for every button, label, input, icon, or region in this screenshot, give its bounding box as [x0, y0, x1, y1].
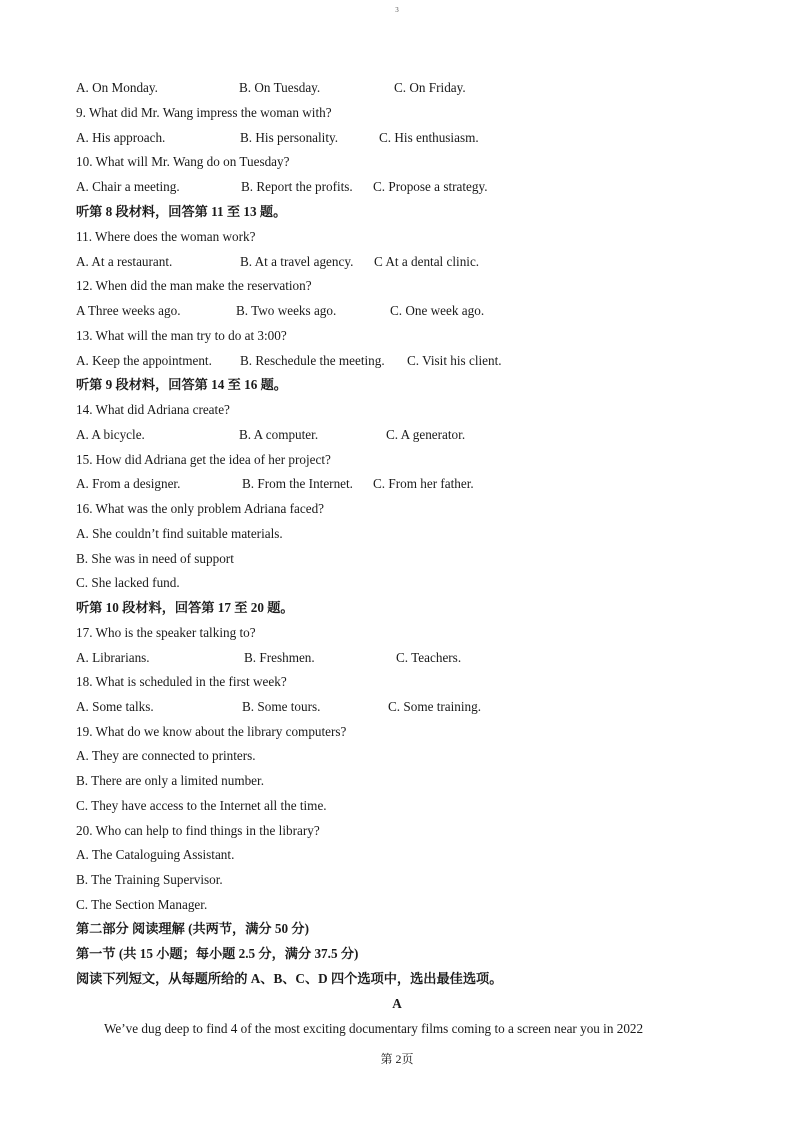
q10-option-c: C. Propose a strategy. [373, 179, 488, 194]
q20-option-b: B. The Training Supervisor. [76, 872, 223, 887]
q9-option-c: C. His enthusiasm. [379, 130, 479, 145]
q18-option-a: A. Some talks. [76, 699, 154, 714]
q13-option-c: C. Visit his client. [407, 353, 502, 368]
q15-option-c: C. From her father. [373, 476, 474, 491]
question-17: 17. Who is the speaker talking to? [76, 625, 256, 640]
section-1-heading: 第一节 (共 15 小题；每小题 2.5 分，满分 37.5 分) [76, 946, 359, 961]
q14-option-b: B. A computer. [239, 427, 319, 442]
q17-option-c: C. Teachers. [396, 650, 462, 665]
q14-option-c: C. A generator. [386, 427, 466, 442]
q19-option-a: A. They are connected to printers. [76, 748, 256, 763]
section-10-heading: 听第 10 段材料，回答第 17 至 20 题。 [76, 600, 294, 615]
question-13: 13. What will the man try to do at 3:00? [76, 328, 287, 343]
question-14: 14. What did Adriana create? [76, 402, 230, 417]
reading-instruction: 阅读下列短文，从每题所给的 A、B、C、D 四个选项中，选出最佳选项。 [76, 971, 503, 986]
q16-option-b: B. She was in need of support [76, 551, 234, 566]
q20-option-c: C. The Section Manager. [76, 897, 208, 912]
q19-option-b: B. There are only a limited number. [76, 773, 264, 788]
question-19: 19. What do we know about the library computers? [76, 724, 347, 739]
q11-option-c: C At a dental clinic. [374, 254, 480, 269]
q14-option-a: A. A bicycle. [76, 427, 145, 442]
q12-option-c: C. One week ago. [390, 303, 485, 318]
q8-option-c: C. On Friday. [394, 80, 466, 95]
part-2-heading: 第二部分 阅读理解 (共两节，满分 50 分) [76, 921, 309, 936]
section-9-heading: 听第 9 段材料，回答第 14 至 16 题。 [76, 377, 287, 392]
q15-option-a: A. From a designer. [76, 476, 181, 491]
q15-option-b: B. From the Internet. [242, 476, 353, 491]
page-mark: 3 [395, 6, 399, 14]
question-10: 10. What will Mr. Wang do on Tuesday? [76, 154, 290, 169]
section-8-heading: 听第 8 段材料，回答第 11 至 13 题。 [76, 204, 287, 219]
q16-option-a: A. She couldn’t find suitable materials. [76, 526, 283, 541]
passage-first-line: We’ve dug deep to find 4 of the most exciting documentary films coming to a screen near you in 2022 [104, 1021, 644, 1036]
q19-option-c: C. They have access to the Internet all the time. [76, 798, 327, 813]
page-number: 第 2页 [380, 1052, 414, 1066]
question-16: 16. What was the only problem Adriana faced? [76, 501, 325, 516]
q11-option-a: A. At a restaurant. [76, 254, 173, 269]
question-11: 11. Where does the woman work? [76, 229, 256, 244]
q9-option-b: B. His personality. [240, 130, 339, 145]
question-9: 9. What did Mr. Wang impress the woman with? [76, 105, 332, 120]
q20-option-a: A. The Cataloguing Assistant. [76, 847, 235, 862]
question-12: 12. When did the man make the reservation? [76, 278, 312, 293]
q17-option-a: A. Librarians. [76, 650, 150, 665]
q18-option-c: C. Some training. [388, 699, 482, 714]
q18-option-b: B. Some tours. [242, 699, 321, 714]
q10-option-a: A. Chair a meeting. [76, 179, 180, 194]
q17-option-b: B. Freshmen. [244, 650, 315, 665]
question-18: 18. What is scheduled in the first week? [76, 674, 287, 689]
q8-option-b: B. On Tuesday. [239, 80, 321, 95]
q13-option-b: B. Reschedule the meeting. [240, 353, 385, 368]
q8-option-a: A. On Monday. [76, 80, 158, 95]
q11-option-b: B. At a travel agency. [240, 254, 354, 269]
q12-option-b: B. Two weeks ago. [236, 303, 337, 318]
q16-option-c: C. She lacked fund. [76, 575, 180, 590]
question-20: 20. Who can help to find things in the library? [76, 823, 320, 838]
q9-option-a: A. His approach. [76, 130, 166, 145]
q10-option-b: B. Report the profits. [241, 179, 353, 194]
passage-label: A [392, 996, 402, 1011]
q13-option-a: A. Keep the appointment. [76, 353, 212, 368]
q12-option-a: A Three weeks ago. [76, 303, 181, 318]
question-15: 15. How did Adriana get the idea of her project? [76, 452, 331, 467]
